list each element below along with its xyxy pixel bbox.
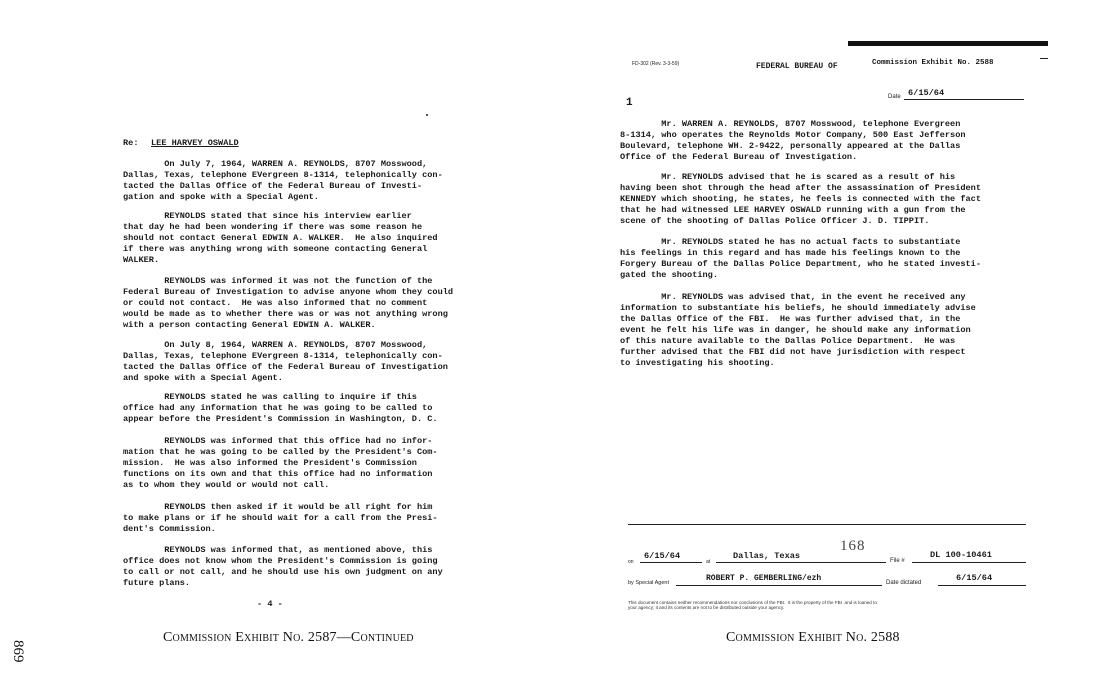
dictated-value: 6/15/64 <box>956 573 993 583</box>
right-paragraph: Mr. WARREN A. REYNOLDS, 8707 Mosswood, telephone Evergreen 8-1314, who operates the Reynolds Motor Company, 500 East Jefferson Boulevard, telephone WH. 2-9422, personally appeared at the Dallas Office of the Federal Bureau of Investigation. <box>620 119 966 162</box>
side-page-number: 869 <box>10 640 26 663</box>
re-subject: LEE HARVEY OSWALD <box>151 138 239 148</box>
left-exhibit-caption: Commission Exhibit No. 2587—Continued <box>163 630 414 645</box>
right-exhibit-caption: Commission Exhibit No. 2588 <box>726 630 900 645</box>
agent-label: by Special Agent <box>628 580 669 586</box>
left-paragraph: REYNOLDS stated that since his interview earlier that day he had been wondering if there was some reason he should not contact General EDWIN A. WALKER. He also inquired if there was anything wrong with someone contacting General WALKER. <box>123 211 438 265</box>
disclaimer-text: This document contains neither recommendations nor conclusions of the FBI. It is the property of the FBI and is loaned to your agency; it and its contents are not to be distributed outside your agency. <box>628 600 877 610</box>
dictated-underline <box>938 585 1026 586</box>
handwritten-number: 168 <box>840 538 866 554</box>
top-bar-mark <box>848 41 1048 46</box>
at-underline <box>716 562 886 563</box>
agency-heading: FEDERAL BUREAU OF <box>756 62 838 71</box>
footer-top-rule <box>628 524 1026 525</box>
re-label: Re: <box>123 138 139 148</box>
file-underline <box>912 562 1026 563</box>
date-underline <box>904 99 1024 100</box>
right-paragraph: Mr. REYNOLDS stated he has no actual facts to substantiate his feelings in this regard and has made his feelings known to the Forgery Bureau of the Dallas Police Department, who he stated investi- gated the shooting. <box>620 237 981 280</box>
left-paragraph: REYNOLDS was informed that, as mentioned above, this office does not know whom the President's Commission is going to call or not call, and he should use his own judgment on any future plans. <box>123 545 443 588</box>
at-label: at <box>706 559 711 565</box>
corner-mark <box>1040 58 1048 59</box>
left-paragraph: On July 8, 1964, WARREN A. REYNOLDS, 8707 Mosswood, Dallas, Texas, telephone EVergreen 8-1314, telephonically con- tacted the Dallas Office of the Federal Bureau of Investigation and spoke with a Special Agent. <box>123 340 448 383</box>
file-value: DL 100-10461 <box>930 550 992 560</box>
form-code: FD-302 (Rev. 3-3-59) <box>632 61 680 67</box>
date-label: Date <box>888 94 901 100</box>
left-paragraph: REYNOLDS then asked if it would be all right for him to make plans or if he should wait for a call from the Presi- dent's Commission. <box>123 502 438 534</box>
on-underline <box>640 562 702 563</box>
left-paragraph: REYNOLDS stated he was calling to inquire if this office had any information that he was going to be called to appear before the President's Commission in Washington, D. C. <box>123 392 438 424</box>
stray-mark <box>426 114 428 116</box>
right-paragraph: Mr. REYNOLDS advised that he is scared as a result of his having been shot through the head after the assassination of President KENNEDY which shooting, he states, he feels is connected with the fact that he had witnessed LEE HARVEY OSWALD running with a gun from the scene of the shooting of Dallas Police Officer J. D. TIPPIT. <box>620 172 981 226</box>
left-paragraph: On July 7, 1964, WARREN A. REYNOLDS, 8707 Mosswood, Dallas, Texas, telephone EVergreen 8-1314, telephonically con- tacted the Dallas Office of the Federal Bureau of Investi- gation and spoke with a Special Agent. <box>123 159 443 202</box>
file-label: File # <box>890 558 905 564</box>
on-label: on <box>628 559 634 565</box>
margin-mark: 1 <box>626 97 633 109</box>
left-paragraph: REYNOLDS was informed it was not the function of the Federal Bureau of Investigation to advise anyone whom they could or could not contact. He was also informed that no comment would be made as to whether there was or was not anything wrong with a person contacting General EDWIN A. WALKER. <box>123 276 454 330</box>
dictated-label: Date dictated <box>886 580 922 586</box>
agent-value: ROBERT P. GEMBERLING/ezh <box>706 574 822 583</box>
page-number: - 4 - <box>257 599 283 609</box>
agent-underline <box>676 585 882 586</box>
right-paragraph: Mr. REYNOLDS was advised that, in the event he received any information to substantiate his beliefs, he should immediately advise the Dallas Office of the FBI. He was further advised that, in the event he felt his life was in danger, he should make any information of this nature available to the Dallas Police Department. He was further advised that the FBI did not have jurisdiction with respect to investigating his shooting. <box>620 292 976 368</box>
on-value: 6/15/64 <box>644 551 681 561</box>
date-value: 6/15/64 <box>908 88 945 98</box>
exhibit-label: Commission Exhibit No. 2588 <box>872 59 994 67</box>
at-value: Dallas, Texas <box>733 551 801 561</box>
left-paragraph: REYNOLDS was informed that this office had no infor- mation that he was going to be called by the President's Com- mission. He was also informed the President's Commission functions on its own and that this office had no information as to whom they would or would not call. <box>123 436 438 490</box>
